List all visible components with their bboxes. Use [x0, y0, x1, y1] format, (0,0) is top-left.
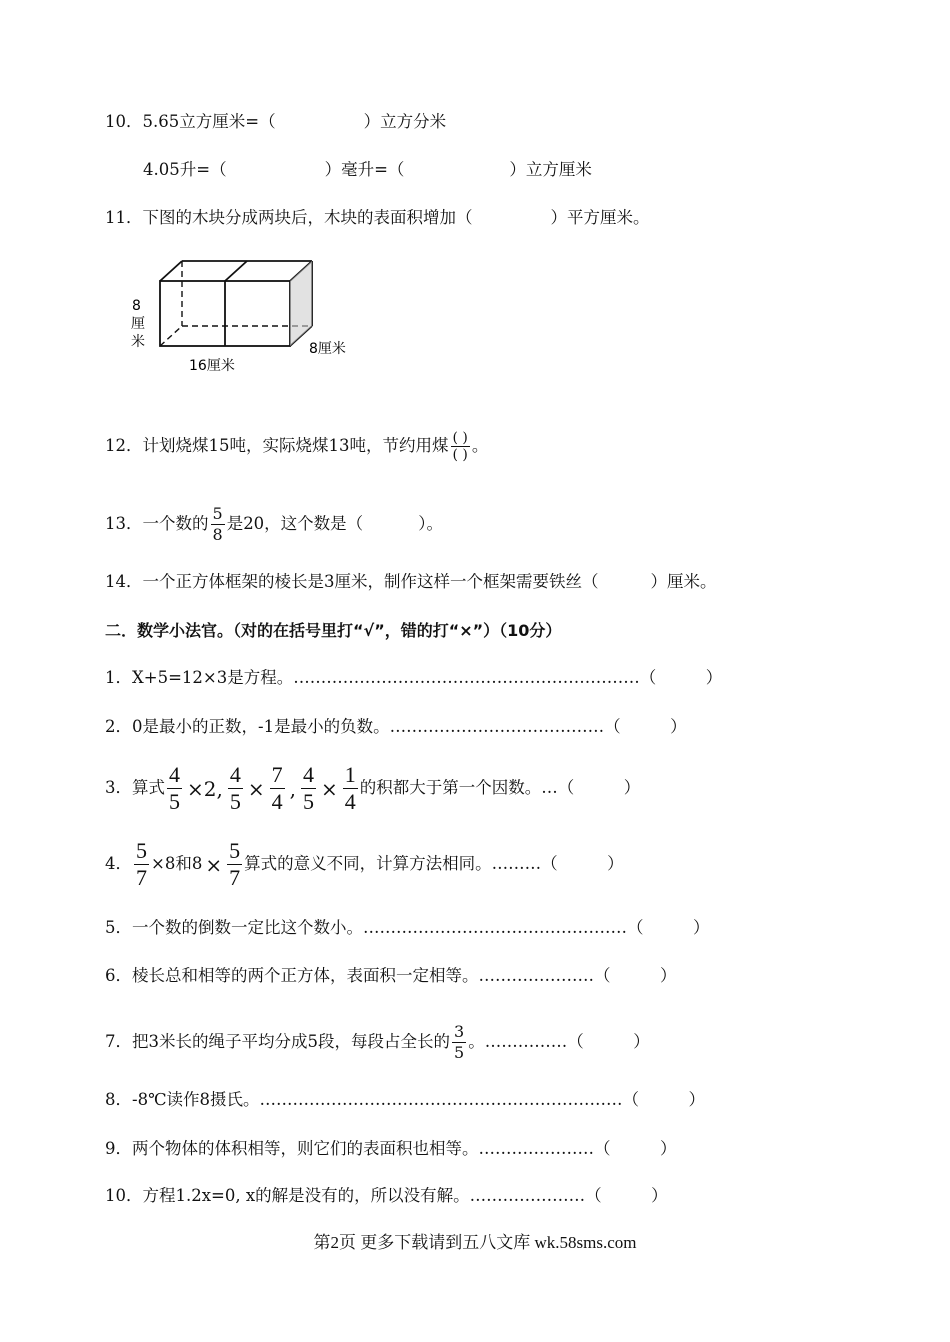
length-label: 16厘米	[189, 358, 235, 374]
dot-leader: …………………	[478, 966, 594, 985]
question-text: 一个数的倒数一定比这个数小。	[132, 918, 363, 937]
fraction-denominator: 7	[229, 865, 241, 890]
cut-line-top	[225, 261, 247, 281]
dot-leader: …………………………………………	[363, 918, 627, 937]
question-text: 计划烧煤15吨，实际烧煤13吨，节约用煤	[142, 436, 449, 455]
answer-parentheses[interactable]: （ ）	[557, 778, 641, 797]
question-text: 方程1.2x=0, x的解是没有的，所以没有解。	[142, 1186, 470, 1205]
question-11	[105, 206, 650, 230]
dot-leader: …………………………………………………………	[259, 1090, 623, 1109]
fraction-numerator: 7	[271, 762, 283, 787]
fraction-numerator: 1	[344, 762, 356, 787]
judge-question-2	[105, 715, 687, 739]
value-text: 4.05	[143, 160, 180, 179]
question-text: ）毫升=（	[324, 160, 405, 179]
question-number: 2．	[105, 717, 132, 736]
question-text: -8℃读作8摄氏。	[132, 1090, 260, 1109]
dot-leader: …………………	[469, 1186, 586, 1205]
judge-question-8	[105, 1088, 705, 1112]
question-text: 把3米长的绳子平均分成5段，每段占全长的	[132, 1032, 450, 1051]
judge-question-9	[105, 1137, 677, 1161]
fraction-denominator: ( )	[452, 447, 468, 463]
fraction-numerator: 5	[136, 838, 147, 863]
fraction	[301, 762, 316, 815]
question-text: ）。	[418, 514, 443, 533]
answer-parentheses[interactable]: （ ）	[627, 918, 710, 937]
cuboid-edge	[160, 261, 182, 281]
height-label-3: 米	[131, 334, 145, 350]
question-text: ）厘米。	[650, 572, 717, 591]
fraction-denominator: 5	[302, 789, 314, 814]
depth-label: 8厘米	[309, 341, 346, 357]
math-operator: ×	[320, 776, 338, 801]
fraction-denominator: 7	[136, 865, 147, 890]
question-text: 一个正方体框架的棱长是3厘米，制作这样一个框架需要铁丝（	[142, 572, 599, 591]
math-operator: ×2,	[187, 776, 223, 801]
question-10-line-2	[143, 158, 592, 182]
height-label-1: 8	[132, 298, 141, 314]
fraction	[452, 1022, 466, 1063]
judge-question-3	[105, 762, 640, 815]
fraction-denominator: 5	[169, 789, 180, 814]
math-operator: ×	[205, 852, 223, 877]
fraction	[227, 838, 242, 891]
page-footer: 第2页 更多下载请到五八文库 wk.58sms.com	[313, 1233, 637, 1252]
fraction	[167, 762, 182, 815]
question-12	[105, 430, 488, 463]
question-number: 10．	[105, 1186, 143, 1205]
question-text: 一个数的	[142, 514, 209, 533]
dot-leader: …………………	[478, 1139, 594, 1158]
fraction-numerator: ( )	[452, 430, 468, 446]
question-14	[105, 570, 717, 594]
question-text: ）平方厘米。	[550, 208, 650, 227]
answer-parentheses[interactable]: （ ）	[567, 1032, 650, 1051]
answer-parentheses[interactable]: （ ）	[594, 1139, 677, 1158]
answer-parentheses[interactable]: （ ）	[622, 1090, 706, 1109]
question-number: 6．	[105, 966, 132, 985]
judge-question-5	[105, 916, 710, 940]
question-text: ）立方分米	[363, 112, 447, 131]
question-number: 4．	[105, 854, 132, 873]
question-number: 12．	[105, 436, 143, 455]
fraction-denominator: 4	[344, 789, 356, 814]
math-operator: ,	[289, 776, 296, 801]
question-13	[105, 504, 443, 545]
judge-question-10	[105, 1184, 668, 1208]
cuboid-side-shade	[290, 261, 312, 346]
question-number: 5．	[105, 918, 132, 937]
fraction-numerator: 4	[229, 762, 241, 787]
dot-leader: …………………………………	[389, 717, 605, 736]
question-text: 升=（	[179, 160, 227, 179]
answer-fraction-blank[interactable]	[451, 430, 470, 463]
fraction-numerator: 5	[212, 504, 223, 523]
fraction	[134, 838, 149, 891]
question-number: 10．	[105, 112, 143, 131]
fraction-numerator: 5	[229, 838, 241, 863]
question-text: 算式的意义不同，计算方法相同。………	[244, 854, 542, 873]
cuboid-figure	[125, 252, 365, 382]
fraction	[343, 762, 358, 815]
judge-question-4	[105, 838, 624, 891]
fraction-numerator: 3	[454, 1022, 465, 1041]
section-heading: 二．数学小法官。（对的在括号里打“√”，错的打“×”）（10分）	[105, 621, 562, 640]
height-label-2: 厘	[131, 316, 145, 332]
question-text: 。	[471, 436, 489, 455]
question-text: 算式	[132, 778, 165, 797]
question-text: 棱长总和相等的两个正方体，表面积一定相等。	[132, 966, 479, 985]
question-number: 3．	[105, 778, 132, 797]
fraction-numerator: 4	[302, 762, 314, 787]
question-text: 。……………	[468, 1032, 568, 1051]
answer-parentheses[interactable]: （ ）	[604, 717, 687, 736]
question-text: 下图的木块分成两块后，木块的表面积增加（	[142, 208, 473, 227]
hidden-edge	[160, 326, 182, 346]
answer-parentheses[interactable]: （ ）	[594, 966, 677, 985]
fraction	[228, 762, 243, 815]
fraction-denominator: 5	[454, 1043, 465, 1062]
answer-parentheses[interactable]: （ ）	[541, 854, 624, 873]
answer-parentheses[interactable]: （ ）	[585, 1186, 668, 1205]
question-text: 的积都大于第一个因数。…	[359, 778, 558, 797]
question-number: 1．	[105, 668, 132, 687]
judge-question-6	[105, 964, 677, 988]
question-number: 7．	[105, 1032, 132, 1051]
fraction	[211, 504, 225, 545]
dot-leader: ………………………………………………………	[293, 668, 640, 687]
fraction-numerator: 4	[169, 762, 180, 787]
judge-question-1	[105, 666, 722, 690]
answer-parentheses[interactable]: （ ）	[639, 668, 723, 687]
value-text: 5.65	[142, 112, 180, 131]
question-text: ×8和8	[151, 854, 203, 873]
question-text: X+5=12×3是方程。	[132, 668, 294, 687]
fraction-denominator: 4	[271, 789, 283, 814]
question-number: 13．	[105, 514, 143, 533]
judge-question-7	[105, 1022, 650, 1063]
question-text: 0是最小的正数，-1是最小的负数。	[132, 717, 390, 736]
question-text: 是20，这个数是（	[226, 514, 364, 533]
math-operator: ×	[247, 776, 265, 801]
question-number: 11．	[105, 208, 143, 227]
question-text: 两个物体的体积相等，则它们的表面积也相等。	[132, 1139, 479, 1158]
fraction-denominator: 8	[212, 525, 223, 544]
question-10-line-1	[105, 110, 446, 134]
question-number: 9．	[105, 1139, 132, 1158]
question-text: 立方厘米=（	[179, 112, 276, 131]
fraction-denominator: 5	[229, 789, 241, 814]
fraction	[270, 762, 285, 815]
question-text: ）立方厘米	[509, 160, 592, 179]
question-number: 8．	[105, 1090, 132, 1109]
question-number: 14．	[105, 572, 143, 591]
